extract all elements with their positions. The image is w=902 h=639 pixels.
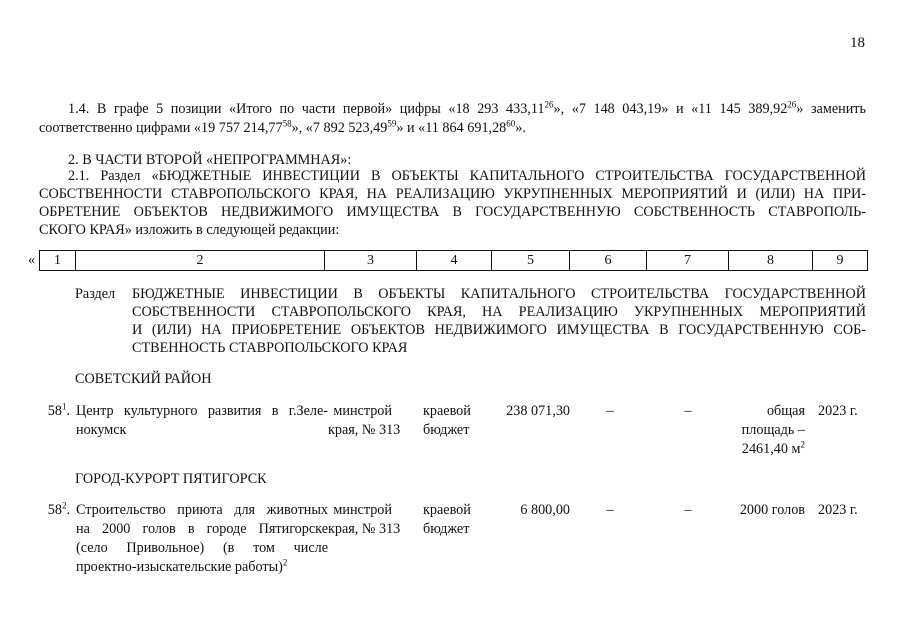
ministry-line: минстрой <box>333 403 392 419</box>
row-number <box>36 402 70 421</box>
budget-line: бюджет <box>423 422 470 438</box>
amount: 238 071,30 <box>506 403 570 419</box>
paragraph-1-4-line-1 <box>68 100 866 119</box>
budget-source <box>423 402 471 440</box>
row-number-text: 58 <box>47 502 62 518</box>
page-number: 18 <box>850 35 865 51</box>
paragraph-2-1-line-2: СОБСТВЕННОСТИ СТАВРОПОЛЬСКОГО КРАЯ, НА РЕАЛИЗАЦИЮ УКРУПНЕННЫХ МЕРОПРИЯТИЙ И (ИЛИ) НА ПРИ- <box>39 186 866 202</box>
object-name <box>76 402 328 440</box>
column-header-6: 6 <box>570 251 647 271</box>
column-number-header <box>39 250 868 271</box>
capacity-line: общая <box>766 403 805 419</box>
section-title-line-4: СТВЕННОСТЬ СТАВРОПОЛЬСКОГО КРАЯ <box>132 340 408 356</box>
ministry-line: края, № 313 <box>328 422 401 438</box>
paragraph-2: 2. В ЧАСТИ ВТОРОЙ «НЕПРОГРАММНАЯ»: <box>68 152 352 168</box>
capacity-line: площадь – <box>741 422 805 438</box>
capacity-sup: 2 <box>800 439 805 450</box>
col6-value: – <box>606 502 614 518</box>
budget-line: краевой <box>423 403 471 419</box>
footnote-ref: 59 <box>387 118 397 129</box>
budget-line: краевой <box>423 502 471 518</box>
row-number-dot: . <box>66 502 70 518</box>
paragraph-2-1-line-3: ОБРЕТЕНИЕ ОБЪЕКТОВ НЕДВИЖИМОГО ИМУЩЕСТВА В ГОСУДАРСТВЕННУЮ СОБСТВЕННОСТЬ СТАВРОПОЛЬ- <box>39 204 866 220</box>
object-name-line: Центр культурного развития в г.Зеле- <box>76 403 328 419</box>
section-title-line-2: СОБСТВЕННОСТИ СТАВРОПОЛЬСКОГО КРАЯ, НА РЕАЛИЗАЦИЮ УКРУПНЕННЫХ МЕРОПРИЯТИЙ <box>132 304 866 320</box>
year: 2023 г. <box>818 403 858 419</box>
object-name <box>76 501 328 577</box>
object-name-line <box>76 558 328 577</box>
column-header-5: 5 <box>492 251 570 271</box>
capacity <box>720 402 805 459</box>
object-name-line: Строительство приюта для животных <box>76 502 328 518</box>
section-title-line-1: БЮДЖЕТНЫЕ ИНВЕСТИЦИИ В ОБЪЕКТЫ КАПИТАЛЬНОГО СТРОИТЕЛЬСТВА ГОСУДАРСТВЕННОЙ <box>132 286 866 302</box>
district-heading: ГОРОД-КУРОРТ ПЯТИГОРСК <box>75 471 267 487</box>
district-heading: СОВЕТСКИЙ РАЙОН <box>75 371 212 387</box>
col7-value: – <box>684 502 692 518</box>
column-header-8: 8 <box>729 251 813 271</box>
object-name-line: (село Привольное) (в том числе <box>76 540 328 556</box>
ministry <box>328 501 401 539</box>
row-number <box>36 501 70 520</box>
text-run: соответственно цифрами «19 757 214,77 <box>39 120 283 136</box>
text-run: » и «11 864 691,28 <box>396 120 507 136</box>
capacity: 2000 голов <box>739 502 805 518</box>
amount: 6 800,00 <box>520 502 570 518</box>
footnote-ref: 26 <box>787 99 797 110</box>
row-number-sup: 2 <box>61 500 67 511</box>
ministry-line: края, № 313 <box>328 521 401 537</box>
column-header-4: 4 <box>417 251 492 271</box>
ministry <box>328 402 401 440</box>
text-run: » заменить <box>796 101 866 117</box>
row-number-dot: . <box>66 403 70 419</box>
column-header-3: 3 <box>325 251 417 271</box>
paragraph-2-1-line-4: СКОГО КРАЯ» изложить в следующей редакции: <box>39 222 340 238</box>
row-number-sup: 1 <box>61 401 67 412</box>
section-label: Раздел <box>75 286 116 302</box>
paragraph-2-1-line-1: 2.1. Раздел «БЮДЖЕТНЫЕ ИНВЕСТИЦИИ В ОБЪЕКТЫ КАПИТАЛЬНОГО СТРОИТЕЛЬСТВА ГОСУДАРСТВЕННОЙ <box>68 168 866 184</box>
col7-value: – <box>684 403 692 419</box>
text-run: ». <box>515 120 526 136</box>
column-header-7: 7 <box>647 251 729 271</box>
text-run: 1.4. В графе 5 позиции «Итого по части первой» цифры «18 293 433,11 <box>68 101 545 117</box>
column-header-9: 9 <box>813 251 868 271</box>
open-quote: « <box>28 252 36 268</box>
text-run: », «7 148 043,19» и «11 145 389,92 <box>553 101 788 117</box>
object-name-line: нокумск <box>76 422 127 438</box>
footnote-ref: 2 <box>282 557 288 568</box>
budget-source <box>423 501 471 539</box>
col6-value: – <box>606 403 614 419</box>
row-number-text: 58 <box>47 403 62 419</box>
ministry-line: минстрой <box>333 502 392 518</box>
budget-line: бюджет <box>423 521 470 537</box>
year: 2023 г. <box>818 502 858 518</box>
footnote-ref: 60 <box>506 118 516 129</box>
capacity-text: 2461,40 м <box>741 441 801 457</box>
object-name-text: проектно-изыскательские работы) <box>76 559 283 575</box>
section-title-line-3: И (ИЛИ) НА ПРИОБРЕТЕНИЕ ОБЪЕКТОВ НЕДВИЖИМОГО ИМУЩЕСТВА В ГОСУДАРСТВЕННУЮ СОБ- <box>132 322 866 338</box>
paragraph-1-4-line-2 <box>39 119 526 138</box>
object-name-line: на 2000 голов в городе Пятигорске <box>76 521 328 537</box>
column-header-1: 1 <box>40 251 76 271</box>
column-header-2: 2 <box>76 251 325 271</box>
text-run: », «7 892 523,49 <box>291 120 388 136</box>
footnote-ref: 26 <box>544 99 554 110</box>
footnote-ref: 58 <box>282 118 292 129</box>
capacity-line <box>720 440 805 459</box>
